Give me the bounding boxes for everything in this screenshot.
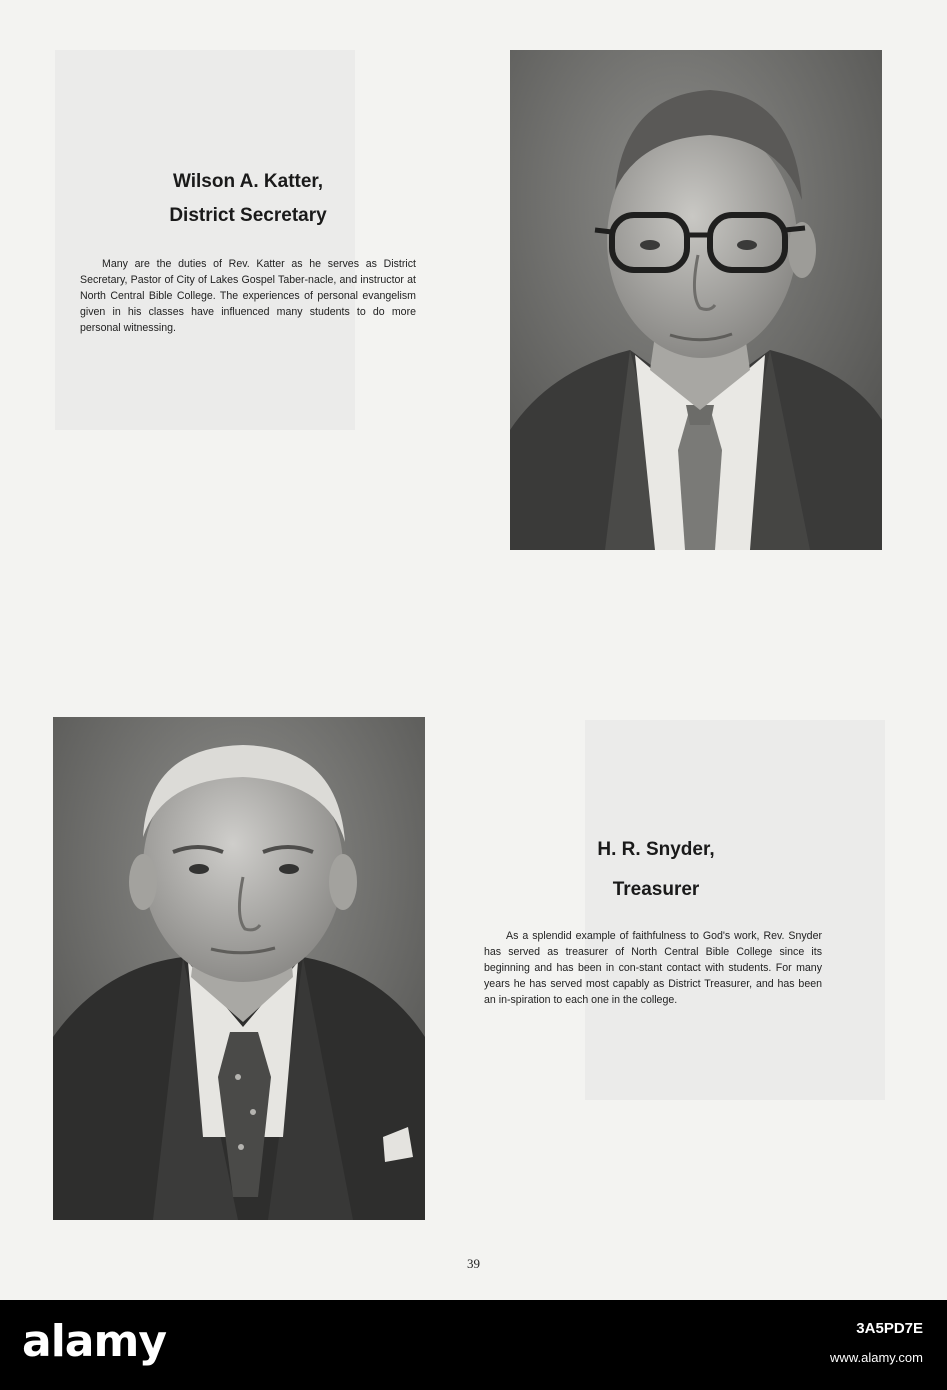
profile-1-heading bbox=[80, 165, 416, 233]
profile-2-heading bbox=[488, 830, 824, 910]
profile-1-title: District Secretary bbox=[169, 205, 327, 226]
show-through-block-1 bbox=[55, 50, 355, 430]
profile-2-title: Treasurer bbox=[612, 879, 700, 900]
footer-url[interactable]: www.alamy.com bbox=[830, 1350, 923, 1365]
profile-2-bio: As a splendid example of faithfulness to God's work, Rev. Snyder has served as treasurer of North Central Bible College since its beginning and has been in con-stant contact with students. For many years he has served most capably as District Treasurer, and has been an in-spiration to each one in the college. bbox=[484, 930, 822, 1006]
image-id: 3A5PD7E bbox=[856, 1320, 923, 1337]
profile-1-name: Wilson A. Katter, bbox=[172, 171, 324, 192]
alamy-logo: alamy bbox=[22, 1316, 166, 1367]
profile-2-name: H. R. Snyder, bbox=[597, 839, 715, 860]
stock-footer-bar bbox=[0, 1300, 947, 1390]
snyder-portrait-photo bbox=[53, 717, 425, 1220]
katter-portrait-illustration bbox=[510, 50, 882, 550]
profile-1-bio: Many are the duties of Rev. Katter as he serves as District Secretary, Pastor of City of Lakes Gospel Taber-nacle, and instructor at North Central Bible College. The experiences of personal evangelism given in his classes have influenced many students to do more personal witnessing. bbox=[80, 258, 416, 334]
katter-portrait-photo bbox=[510, 50, 882, 550]
show-through-block-2 bbox=[585, 720, 885, 1100]
snyder-portrait-illustration bbox=[53, 717, 425, 1220]
page-number: 39 bbox=[467, 1256, 480, 1271]
